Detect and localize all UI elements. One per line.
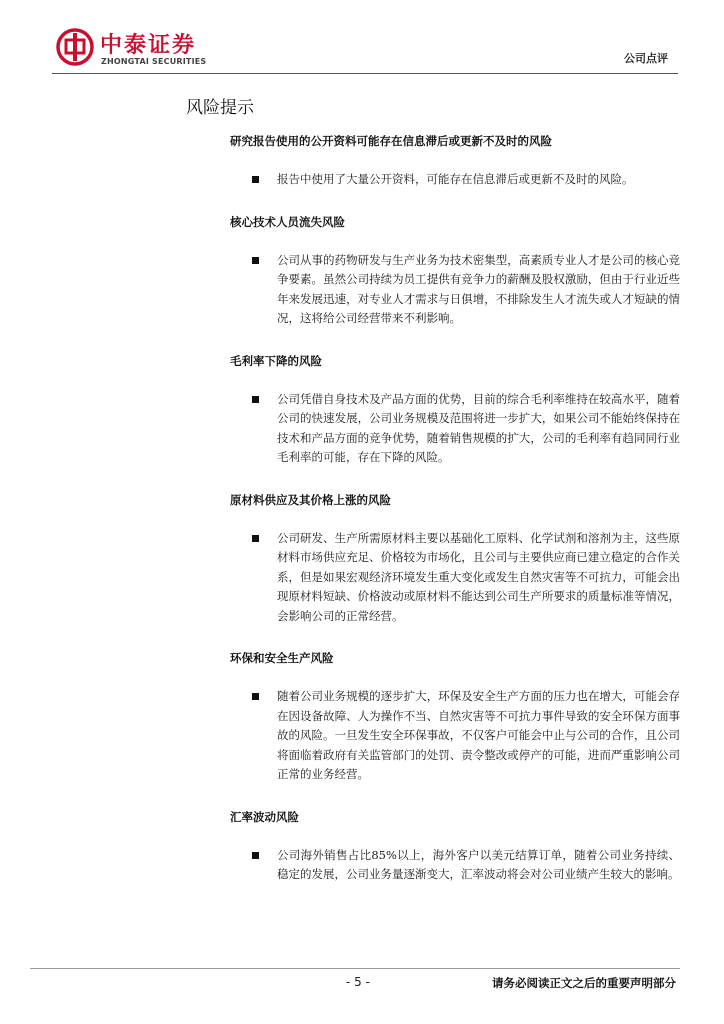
page-number: - 5 - — [346, 975, 370, 989]
header-divider — [52, 73, 678, 74]
square-bullet-icon — [252, 852, 259, 859]
zhongtai-logo-icon — [56, 28, 94, 66]
risk-text: 公司研发、生产所需原材料主要以基础化工原料、化学试剂和溶剂为主，这些原材料市场供应充足、价格较为市场化，且公司与主要供应商已建立稳定的合作关系，但是如果宏观经济环境发生重大变化或发生自然灾害等不可抗力，可能会出现原材料短缺、价格波动或原材料不能达到公司生产所要求的质量标准等情况，会影响公司的正常经营。 — [277, 530, 680, 623]
risk-bullet — [230, 529, 680, 627]
risk-bullet — [230, 170, 680, 190]
section-title: 风险提示 — [186, 98, 254, 118]
risk-bullet — [230, 251, 680, 329]
brand-name-cn: 中泰证券 — [100, 33, 197, 58]
risk-heading: 核心技术人员流失风险 — [230, 214, 345, 229]
risk-text: 随着公司业务规模的逐步扩大，环保及安全生产方面的压力也在增大，可能会存在因设备故障、人为操作不当、自然灾害等不可抗力事件导致的安全环保方面事故的风险。一旦发生安全环保事故，不仅客户可能会中止与公司的合作，且公司将面临着政府有关监管部门的处罚、责令整改或停产的可能，进而严重影响公司正常的业务经营。 — [277, 689, 680, 781]
risk-heading: 原材料供应及其价格上涨的风险 — [230, 492, 391, 507]
risk-item-public-data — [230, 133, 680, 190]
brand-name-en: ZHONGTAI SECURITIES — [101, 57, 207, 66]
risk-bullet — [230, 846, 680, 885]
page-header — [0, 0, 724, 80]
risk-text: 公司从事的药物研发与生产业务为技术密集型，高素质专业人才是公司的核心竞争要素。虽然公司持续为员工提供有竞争力的薪酬及股权激励，但由于行业近些年来发展迅速，对专业人才需求与日俱增，不排除发生人才流失或人才短缺的情况，这将给公司经营带来不利影响。 — [277, 252, 680, 325]
risk-heading: 环保和安全生产风险 — [230, 651, 334, 665]
risk-bullet — [230, 687, 680, 785]
risk-list — [230, 133, 680, 909]
risk-heading: 毛利率下降的风险 — [230, 353, 322, 368]
footer-disclaimer: 请务必阅读正文之后的重要声明部分 — [492, 976, 676, 990]
risk-text: 公司海外销售占比85%以上，海外客户以美元结算订单，随着公司业务持续、稳定的发展，公司业务量逐渐变大，汇率波动将会对公司业绩产生较大的影响。 — [277, 847, 680, 881]
risk-item-environmental-safety — [230, 650, 680, 785]
footer-divider — [30, 968, 680, 969]
square-bullet-icon — [252, 693, 259, 700]
risk-heading: 研究报告使用的公开资料可能存在信息滞后或更新不及时的风险 — [230, 134, 552, 148]
risk-item-raw-materials — [230, 492, 680, 627]
square-bullet-icon — [252, 396, 259, 403]
square-bullet-icon — [252, 535, 259, 542]
risk-text: 公司凭借自身技术及产品方面的优势，目前的综合毛利率维持在较高水平，随着公司的快速发展，公司业务规模及范围将进一步扩大，如果公司不能始终保持在技术和产品方面的竞争优势，随着销售规模的扩大，公司的毛利率有趋同同行业毛利率的可能，存在下降的风险。 — [277, 391, 680, 464]
risk-bullet — [230, 390, 680, 468]
square-bullet-icon — [252, 176, 259, 183]
square-bullet-icon — [252, 257, 259, 264]
risk-text: 报告中使用了大量公开资料，可能存在信息滞后或更新不及时的风险。 — [277, 172, 634, 186]
risk-item-exchange-rate — [230, 809, 680, 885]
risk-item-talent-loss — [230, 214, 680, 329]
risk-heading: 汇率波动风险 — [230, 809, 299, 824]
risk-item-gross-margin — [230, 353, 680, 468]
report-type-label: 公司点评 — [624, 52, 668, 65]
